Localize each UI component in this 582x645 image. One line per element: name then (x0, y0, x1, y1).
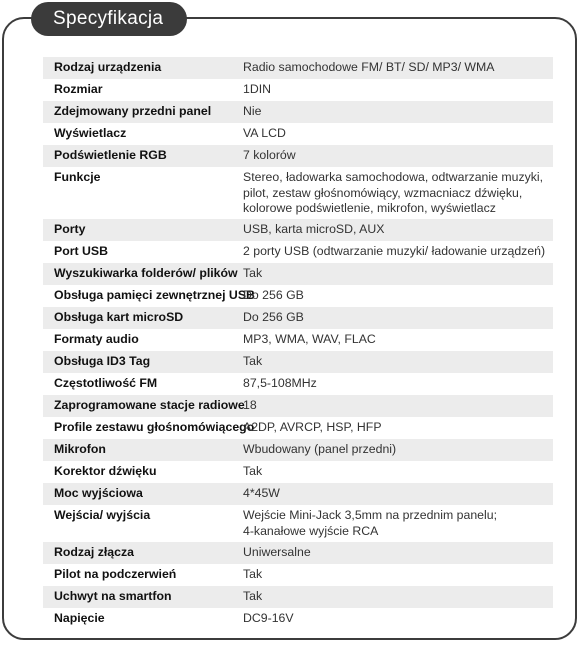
spec-key: Zdejmowany przedni panel (54, 104, 212, 118)
spec-value-line: Wejście Mini-Jack 3,5mm na przednim panelu; (243, 508, 498, 522)
spec-value-line: A2DP, AVRCP, HSP, HFP (243, 420, 382, 434)
spec-value (239, 241, 553, 263)
spec-row (43, 417, 553, 439)
spec-value-line: Stereo, ładowarka samochodowa, odtwarzanie muzyki, (243, 170, 544, 184)
spec-value (239, 417, 553, 439)
spec-row (43, 542, 553, 564)
spec-value (239, 586, 553, 608)
spec-row (43, 57, 553, 79)
spec-value-line: DC9-16V (243, 611, 294, 625)
spec-key: Pilot na podczerwień (54, 567, 177, 581)
spec-value-line: 87,5-108MHz (243, 376, 317, 390)
spec-value-line: Tak (243, 266, 263, 280)
spec-key: Korektor dźwięku (54, 464, 157, 478)
spec-value (239, 101, 553, 123)
spec-row (43, 145, 553, 167)
spec-value-line: VA LCD (243, 126, 286, 140)
spec-row (43, 123, 553, 145)
spec-row (43, 461, 553, 483)
spec-row (43, 101, 553, 123)
spec-key: Zaprogramowane stacje radiowe (54, 398, 245, 412)
spec-row (43, 241, 553, 263)
spec-value (239, 145, 553, 167)
spec-value (239, 564, 553, 586)
spec-value (239, 167, 553, 219)
spec-key: Formaty audio (54, 332, 139, 346)
spec-value-line: Uniwersalne (243, 545, 311, 559)
spec-row (43, 307, 553, 329)
spec-value-line: 4*45W (243, 486, 280, 500)
spec-row (43, 505, 553, 542)
spec-row (43, 219, 553, 241)
spec-key: Profile zestawu głośnomówiącego (54, 420, 255, 434)
spec-row (43, 351, 553, 373)
section-title: Specyfikacja (31, 2, 187, 36)
spec-row (43, 263, 553, 285)
spec-value (239, 123, 553, 145)
spec-key: Porty (54, 222, 86, 236)
spec-key: Wyświetlacz (54, 126, 127, 140)
spec-value (239, 263, 553, 285)
spec-table (43, 57, 553, 630)
spec-value (239, 608, 553, 630)
spec-key: Rodzaj urządzenia (54, 60, 162, 74)
spec-row (43, 79, 553, 101)
spec-value (239, 57, 553, 79)
spec-value (239, 439, 553, 461)
spec-key: Port USB (54, 244, 108, 258)
spec-key: Funkcje (54, 170, 101, 184)
spec-value-line: Tak (243, 464, 263, 478)
spec-value (239, 351, 553, 373)
spec-row (43, 167, 553, 219)
spec-value-line: USB, karta microSD, AUX (243, 222, 385, 236)
spec-value-line: Radio samochodowe FM/ BT/ SD/ MP3/ WMA (243, 60, 495, 74)
spec-key: Obsługa ID3 Tag (54, 354, 151, 368)
spec-row (43, 483, 553, 505)
spec-value (239, 483, 553, 505)
spec-value-line: 1DIN (243, 82, 272, 96)
spec-value-line: Do 256 GB (243, 310, 304, 324)
spec-value (239, 219, 553, 241)
spec-key: Rodzaj złącza (54, 545, 134, 559)
spec-row (43, 586, 553, 608)
spec-value-line: Do 256 GB (243, 288, 304, 302)
spec-key: Rozmiar (54, 82, 103, 96)
spec-row (43, 373, 553, 395)
spec-value (239, 285, 553, 307)
spec-value (239, 505, 553, 542)
spec-key: Napięcie (54, 611, 105, 625)
spec-key: Uchwyt na smartfon (54, 589, 172, 603)
spec-value-line: 4-kanałowe wyjście RCA (243, 523, 379, 538)
spec-row (43, 608, 553, 630)
spec-key: Podświetlenie RGB (54, 148, 167, 162)
spec-value-line: MP3, WMA, WAV, FLAC (243, 332, 376, 346)
spec-value-line: Tak (243, 567, 263, 581)
spec-value-line: kolorowe podświetlenie, mikrofon, wyświetlacz (243, 201, 496, 215)
spec-value-line: 18 (243, 398, 257, 412)
spec-value (239, 373, 553, 395)
spec-key: Wyszukiwarka folderów/ plików (54, 266, 238, 280)
spec-key: Moc wyjściowa (54, 486, 143, 500)
spec-row (43, 564, 553, 586)
spec-value-line: Wbudowany (panel przedni) (243, 442, 397, 456)
spec-key: Wejścia/ wyjścia (54, 508, 151, 522)
spec-row (43, 395, 553, 417)
spec-value-line: pilot, zestaw głośnomówiący, wzmacniacz dźwięku, (243, 185, 523, 200)
spec-value (239, 307, 553, 329)
spec-value-line: Tak (243, 354, 263, 368)
spec-key: Częstotliwość FM (54, 376, 158, 390)
spec-row (43, 285, 553, 307)
spec-row (43, 439, 553, 461)
spec-value-line: 7 kolorów (243, 148, 296, 162)
spec-row (43, 329, 553, 351)
spec-value-line: Nie (243, 104, 262, 118)
spec-value (239, 395, 553, 417)
spec-key: Mikrofon (54, 442, 106, 456)
spec-value (239, 461, 553, 483)
spec-value-line: Tak (243, 589, 263, 603)
spec-key: Obsługa kart microSD (54, 310, 184, 324)
spec-value (239, 329, 553, 351)
spec-value (239, 79, 553, 101)
spec-key: Obsługa pamięci zewnętrznej USB (54, 288, 255, 302)
spec-value (239, 542, 553, 564)
spec-value-line: 2 porty USB (odtwarzanie muzyki/ ładowanie urządzeń) (243, 244, 546, 258)
